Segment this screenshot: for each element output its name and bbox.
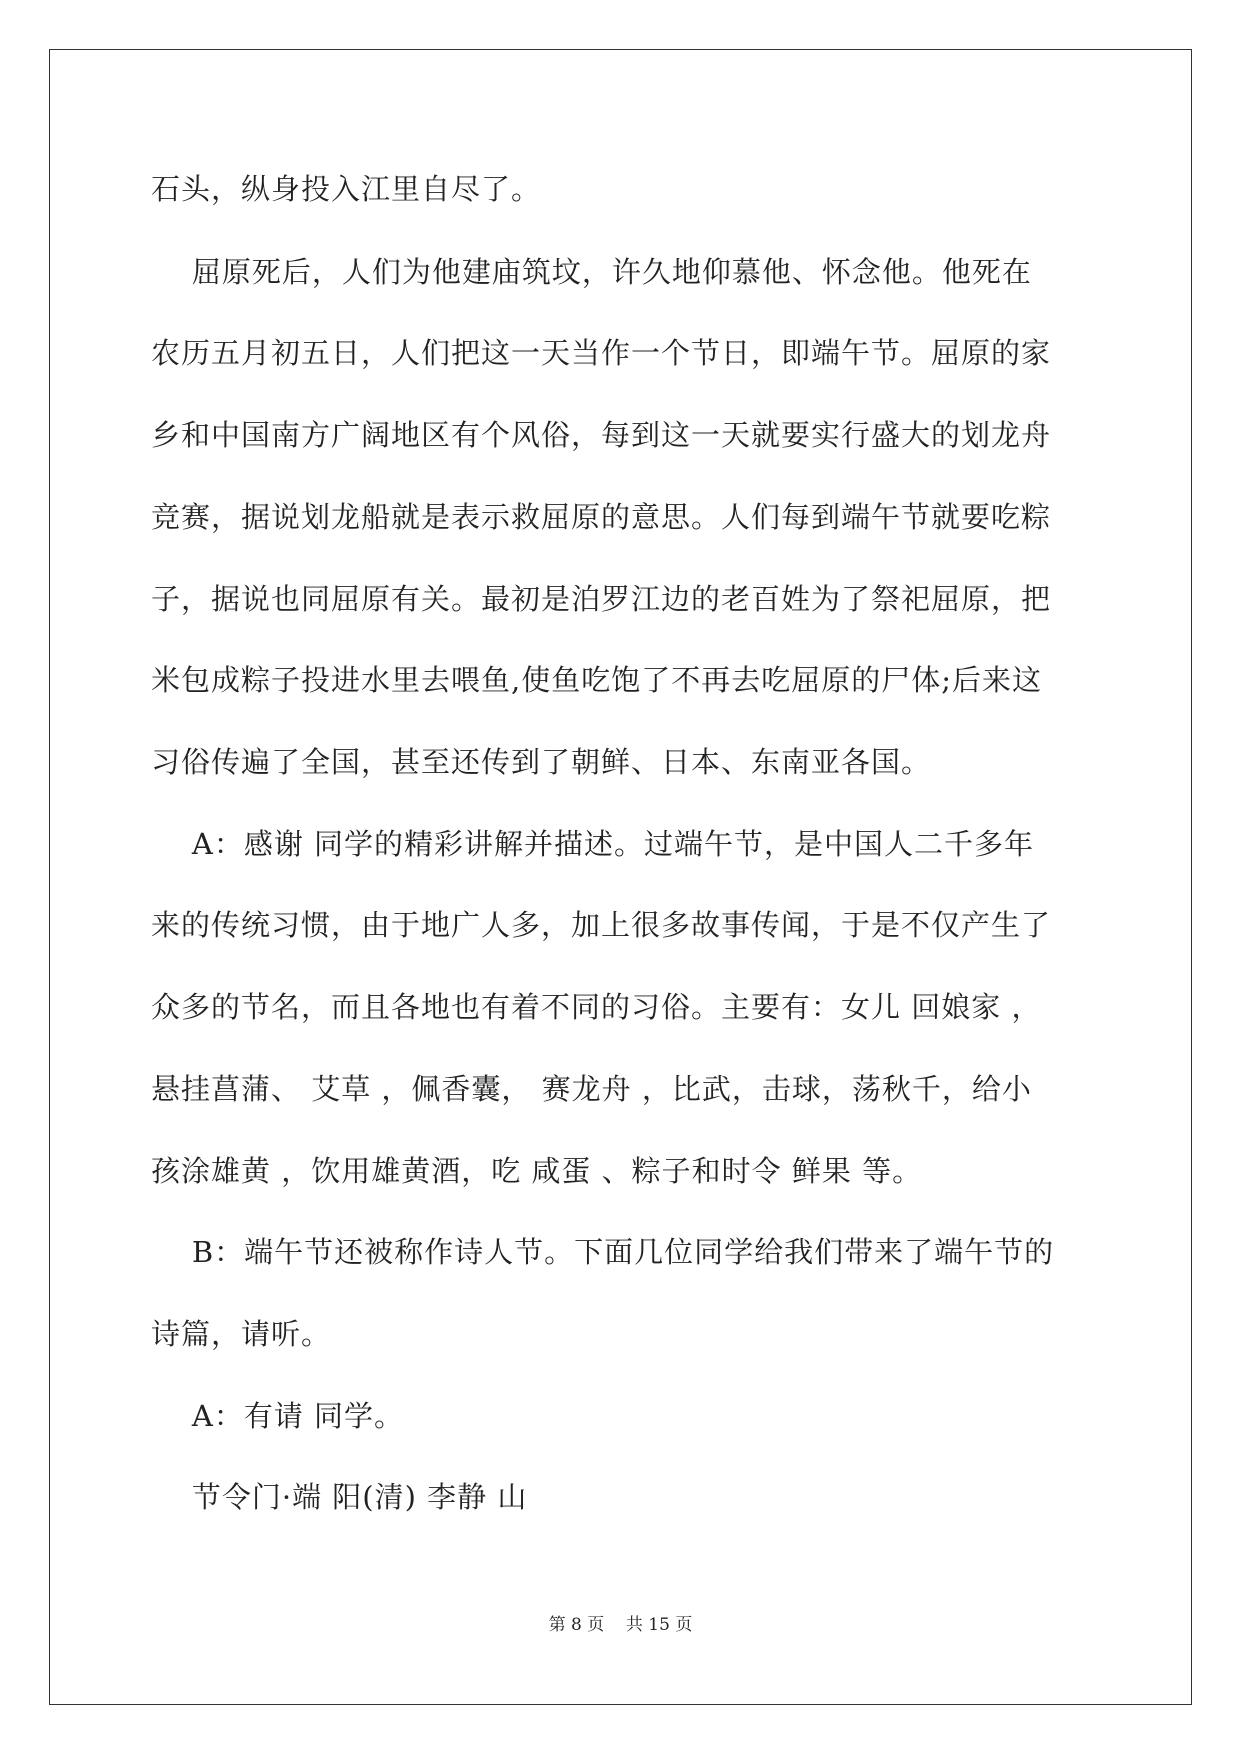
body-text-line: 悬挂菖蒲、 艾草 ，佩香囊， 赛龙舟 ，比武，击球，荡秋千，给小 bbox=[151, 1072, 1032, 1106]
body-text-line: 众多的节名，而且各地也有着不同的习俗。主要有：女儿 回娘家 ， bbox=[151, 990, 1042, 1024]
body-text-line: 节令门·端 阳(清) 李静 山 bbox=[151, 1480, 528, 1514]
body-text-line: 诗篇，请听。 bbox=[151, 1317, 332, 1351]
body-text-line: 孩涂雄黄 ，饮用雄黄酒，吃 咸蛋 、粽子和时令 鲜果 等。 bbox=[151, 1154, 923, 1188]
body-text-line: 习俗传遍了全国，甚至还传到了朝鲜、日本、东南亚各国。 bbox=[151, 745, 932, 779]
body-text-line: 屈原死后，人们为他建庙筑坟，许久地仰慕他、怀念他。他死在 bbox=[151, 255, 1032, 289]
body-text-line: 乡和中国南方广阔地区有个风俗，每到这一天就要实行盛大的划龙舟 bbox=[151, 418, 1052, 452]
page-footer: 第 8 页 共 15 页 bbox=[548, 1615, 693, 1635]
body-text-line: 石头，纵身投入江里自尽了。 bbox=[151, 172, 542, 206]
body-text-line: 竞赛，据说划龙船就是表示救屈原的意思。人们每到端午节就要吃粽 bbox=[151, 500, 1052, 534]
page-border bbox=[49, 49, 1192, 1705]
body-text-line: 农历五月初五日，人们把这一天当作一个节日，即端午节。屈原的家 bbox=[151, 336, 1052, 370]
body-text-line: 子，据说也同屈原有关。最初是泊罗江边的老百姓为了祭祀屈原，把 bbox=[151, 582, 1052, 616]
body-text-line: 米包成粽子投进水里去喂鱼,使鱼吃饱了不再去吃屈原的尸体;后来这 bbox=[151, 663, 1042, 697]
body-text-line: B：端午节还被称作诗人节。下面几位同学给我们带来了端午节的 bbox=[151, 1235, 1055, 1269]
body-text-line: A：有请 同学。 bbox=[151, 1399, 405, 1433]
body-text-line: A：感谢 同学的精彩讲解并描述。过端午节，是中国人二千多年 bbox=[151, 827, 1035, 861]
body-text-line: 来的传统习惯，由于地广人多，加上很多故事传闻，于是不仅产生了 bbox=[151, 908, 1052, 942]
